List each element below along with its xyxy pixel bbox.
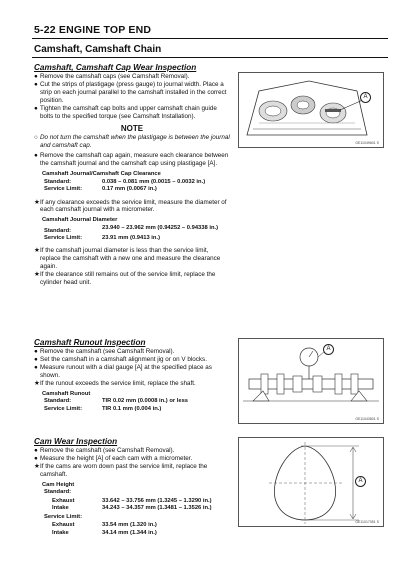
cam-height-title: Cam Height <box>42 481 75 488</box>
figure-code: GE11043601 S <box>355 417 379 421</box>
section-rule <box>32 57 388 58</box>
cap-wear-step-4: ● Remove the camshaft cap again, measure each clearance between the camshaft journal and the camshaft cap using plastigage [A]. <box>34 152 229 168</box>
diameter-spec-title: Camshaft Journal Diameter <box>42 217 118 224</box>
runout-standard: Standard: TIR 0.02 mm (0.0008 in.) or less <box>44 398 189 405</box>
diameter-standard: Standard: 23.940 – 23.962 mm (0.94252 – 0.94338 in.) <box>44 224 219 234</box>
runout-spec-title: Camshaft Runout <box>42 390 91 397</box>
cam-height-intake-std: Intake 34.243 – 34.357 mm (1.3481 – 1.3526 in.) <box>52 505 212 512</box>
runout-step-1: ● Remove the camshaft (see Camshaft Removal). <box>34 348 175 355</box>
cylinder-head-illustration <box>239 73 383 147</box>
figure-code: GE11049601 S <box>355 141 379 145</box>
cam-height-figure <box>238 437 384 527</box>
note-heading: NOTE <box>120 124 144 134</box>
diameter-step-1: ★ If the camshaft journal diameter is less than the service limit, replace the camshaft with a new one and measure the clearance again. <box>34 246 221 270</box>
clearance-standard: Standard: 0.038 – 0.081 mm (0.0015 – 0.0032 in.) <box>44 178 206 185</box>
cam-height-exhaust-std: Exhaust 33.642 – 33.756 mm (1.3245 – 1.3290 in.) <box>52 497 212 504</box>
cam-wear-section <box>34 437 230 537</box>
page-header: 5-22 ENGINE TOP END <box>34 24 152 36</box>
clearance-limit: Service Limit: 0.17 mm (0.0067 in.) <box>44 186 157 193</box>
runout-step-2: ● Set the camshaft in a camshaft alignment jig or on V blocks. <box>34 355 207 363</box>
callout-a-dial-gauge: A <box>323 344 334 355</box>
note-text: ○ Do not turn the camshaft when the plastigage is between the journal and camshaft cap. <box>34 134 230 150</box>
cam-wear-step-3: ★ If the cams are worn down past the service limit, replace the camshaft. <box>34 462 208 478</box>
cam-wear-title: Cam Wear Inspection <box>34 437 118 446</box>
clearance-spec-title: Camshaft Journal/Camshaft Cap Clearance <box>42 171 161 178</box>
runout-limit: Service Limit: TIR 0.1 mm (0.004 in.) <box>44 405 162 412</box>
diameter-limit: Service Limit: 23.91 mm (0.9413 in.) <box>44 235 161 242</box>
cap-wear-title: Camshaft, Camshaft Cap Wear Inspection <box>34 63 197 72</box>
callout-a-cam-height: A <box>355 476 366 487</box>
callout-a-plastigage: A <box>360 92 371 103</box>
cap-wear-step-2: ● Cut the strips of plastigage (press gauge) to journal width. Place a strip on each journal parallel to the camshaft installed in the correct position. <box>34 80 227 104</box>
cam-height-standard-label: Standard: <box>44 489 72 496</box>
camshaft-runout-illustration <box>239 339 383 423</box>
cam-height-intake-limit: Intake 34.14 mm (1.344 in.) <box>52 529 157 536</box>
cam-height-limit-label: Service Limit: <box>44 513 83 520</box>
header-rule <box>32 38 388 39</box>
plastigage-figure <box>238 72 384 148</box>
section-title: Camshaft, Camshaft Chain <box>34 44 162 55</box>
figure-code: GE11017051 S <box>355 520 379 524</box>
runout-title: Camshaft Runout Inspection <box>34 338 146 347</box>
cap-wear-step-1: ● Remove the camshaft caps (see Camshaft Removal). <box>34 73 190 80</box>
runout-step-4: ★ If the runout exceeds the service limit, replace the shaft. <box>34 379 196 387</box>
cam-wear-step-1: ● Remove the camshaft (see Camshaft Removal). <box>34 447 175 454</box>
diameter-step-2: ★ If the clearance still remains out of the service limit, replace the cylinder head unit. <box>34 270 216 286</box>
cap-wear-step-3: ● Tighten the camshaft cap bolts and upper camshaft chain guide bolts to the specified torque (see Camshaft Installation). <box>34 104 217 120</box>
runout-figure <box>238 338 384 424</box>
runout-step-3: ● Measure runout with a dial gauge [A] at the specified place as shown. <box>34 363 212 379</box>
cam-height-exhaust-limit: Exhaust 33.54 mm (1.320 in.) <box>52 522 157 529</box>
cap-wear-section <box>34 63 230 286</box>
clearance-exceeds-step: ★ If any clearance exceeds the service limit, measure the diameter of each camshaft journal with a micrometer. <box>34 198 227 214</box>
runout-section <box>34 338 230 413</box>
cam-wear-step-2: ● Measure the height [A] of each cam with a micrometer. <box>34 454 193 462</box>
